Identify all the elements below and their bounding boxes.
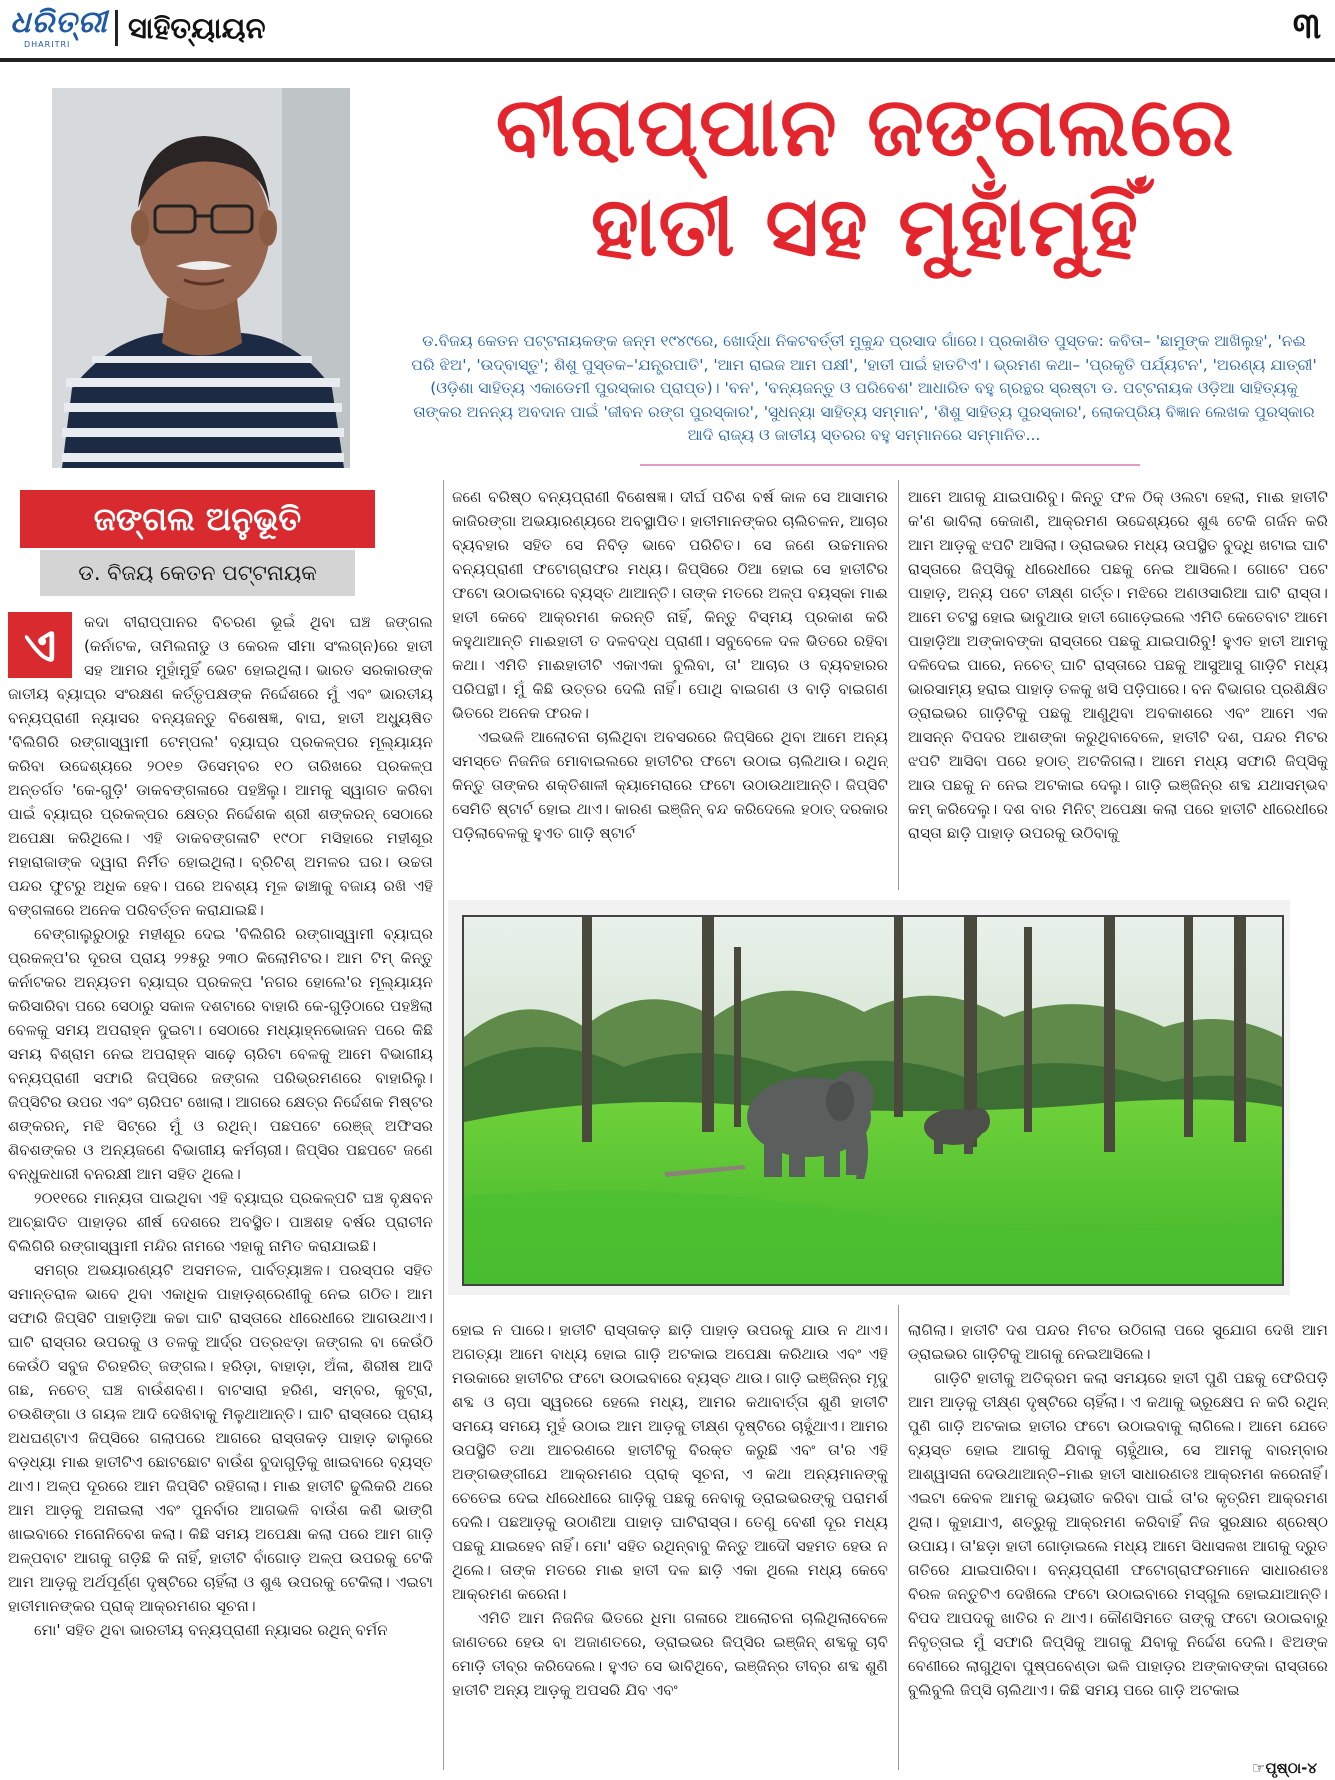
paragraph: ବେଙ୍ଗାଲୁରୁଠାରୁ ମହୀଶୂର ଦେଇ 'ବିଲିଗିରି ରଙ୍ଗାସ୍ୱାମୀ ବ୍ୟାଘ୍ର ପ୍ରକଳ୍ପ'ର ଦୂରତା ପ୍ରାୟ ୨୨୫ରୁ ୨୩୦ କିଲୋମିଟର। ଆମ ଟିମ୍ କିନ୍ତୁ କର୍ନାଟକର ଅନ୍ୟତମ ବ୍ୟାଘ୍ର ପ୍ରକଳ୍ପ 'ନଗର ହୋଲେ'ର ମୂଲ୍ୟାୟନ କରିସାରିବା ପରେ ସେଠାରୁ ସକାଳ ଦଶଟାରେ ବାହାରି କେ-ଗୁଡ଼ିଠାରେ ପହଞ୍ଚିଲା ବେଳକୁ ସମୟ ଅପରାହ୍ନ ଦୁଇଟା। ସେଠାରେ ମଧ୍ୟାହ୍ନଭୋଜନ ପରେ କିଛି ସମୟ ବିଶ୍ରାମ ନେଇ ଅପରାହ୍ନ ସାଢ଼େ ଚାରିଟା ବେଳକୁ ଆମେ ବିଭାଗୀୟ ବନ୍ୟପ୍ରାଣୀ ସଫାରି ଜିପ୍‌ସିରେ ଜଙ୍ଗଲ ପରିଭ୍ରମଣରେ ବାହାରିଲୁ। ଜିପ୍‌ସିଟିର ଉପର ଏବଂ ଚାରିପଟ ଖୋଲା। ଆଗରେ କ୍ଷେତ୍ର ନିର୍ଦ୍ଦେଶକ ମିଷ୍ଟର ଶଙ୍କରନ୍, ମଝି ସିଟ୍‌ରେ ମୁଁ ଓ ରଥିନ୍। ପଛପଟେ ରେଞ୍ଜ୍ ଅଫିସର ଶିବଶଙ୍କର ଓ ଅନ୍ୟଜଣେ ବିଭାଗୀୟ କର୍ମଚାରୀ। ଜିପ୍‌ସିର ପଛପଟେ ଜଣେ ବନ୍ଧୁକଧାରୀ ବନରକ୍ଷୀ ଆମ ସହିତ ଥିଲେ। — [8, 925, 433, 1183]
article-column-3-top — [908, 485, 1328, 890]
page-header — [0, 0, 1335, 62]
author-name: ଡ. ବିଜୟ କେତନ ପଟ୍ଟନାୟକ — [40, 550, 355, 596]
intro-divider — [640, 464, 1140, 466]
headline-line-2: ହାତୀ ସହ ମୁହାଁମୁହିଁ — [590, 180, 1140, 275]
drop-cap: ଏ — [8, 612, 72, 678]
header-divider — [115, 10, 118, 46]
column-divider-3 — [898, 1305, 899, 1770]
paragraph: ମୋ' ସହିତ ଥିବା ଭାରତୀୟ ବନ୍ୟପ୍ରାଣୀ ନ୍ୟାସର ରଥିନ୍ ବର୍ମନ — [34, 1621, 388, 1639]
logo-subtext: DHARITRI — [24, 40, 71, 49]
paragraph: ସମଗ୍ର ଅଭୟାରଣ୍ୟଟି ଅସମତଳ, ପାର୍ବତ୍ୟାଞ୍ଚଳ। ପରସ୍ପର ସହିତ ସମାନ୍ତରାଳ ଭାବେ ଥିବା ଏକାଧିକ ପାହାଡ଼ଶ୍ରେଣୀକୁ ନେଇ ଗଠିତ। ଆମ ସଫାରି ଜିପ୍‌ସିଟି ପାହାଡ଼ିଆ କଚ୍ଚା ଘାଟି ରାସ୍ତାରେ ଧୀରେଧୀରେ ଆଗଉଥାଏ। ଘାଟି ରାସ୍ତାର ଉପରକୁ ଓ ତଳକୁ ଆର୍ଦ୍ର ପତ୍ରଝଡ଼ା ଜଙ୍ଗଲ ବା କେଉଁଠି କେଉଁଠି ସବୁଜ ଚିରହରିତ୍ ଜଙ୍ଗଲ। ହରିଡ଼ା, ବାହାଡ଼ା, ଅଁଳା, ଶିରୀଷ ଆଦି ଗଛ, ନଚେତ୍ ଘଞ୍ଚ ବାଉଁଶବଣ। ବାଟସାରା ହରିଣ, ସମ୍ବର, କୁଟ୍ରା, ଚଉଶିଙ୍ଗା ଓ ଗୟଳ ଆଦି ଦେଖିବାକୁ ମିଳୁଥାଆନ୍ତି। ଘାଟି ରାସ୍ତାରେ ପ୍ରାୟ ଅଧଘଣ୍ଟାଏ ଜିପ୍‌ସିରେ ଗଲାପରେ ଆଗରେ ରାସ୍ତାକଡ଼ ପାହାଡ଼ ଢାଲୁରେ ବଡ଼ଧ୍ୟା ମାଈ ହାତୀଟିଏ ଛୋଟଛୋଟ ବାଉଁଶ ବୁଦାଗୁଡ଼ିକୁ ଖାଇବାରେ ବ୍ୟସ୍ତ ଥାଏ। ଅଳ୍ପ ଦୂରରେ ଆମ ଜିପ୍‌ସିଟି ରହିଗଲା। ମାଈ ହାତୀଟି ଢୁଲିକରି ଥରେ ଆମ ଆଡ଼କୁ ଅନାଇଲା ଏବଂ ପୁନର୍ବାର ଆଗଭଳି ବାଉଁଶ କଣି ଭାଙ୍ଗି ଖାଇବାରେ ମନୋନିବେଶ କଲା। କିଛି ସମୟ ଅପେକ୍ଷା କଲା ପରେ ଆମ ଗାଡ଼ି ଅଳ୍ପବାଟ ଆଗକୁ ଗଡ଼ିଛି କି ନାହିଁ, ହାତୀଟି ବାଁଗୋଡ଼ ଅଳ୍ପ ଉପରକୁ ଟେକି ଆମ ଆଡ଼କୁ ଅର୍ଥପୂର୍ଣ୍ଣ ଦୃଷ୍ଟିରେ ଚାହିଁଲା ଓ ଶୁଣ୍ଢ ଉପରକୁ ଟେକିଲା। ଏଇଟା ହାତୀମାନଙ୍କର ପ୍ରାକ୍ ଆକ୍ରମଣର ସୂଚନା। — [8, 1261, 433, 1615]
column-divider-1 — [443, 480, 444, 1770]
paragraph: ଏଇଭଳି ଆଲୋଚନା ଚାଲିଥିବା ଅବସରରେ ଜିପ୍‌ସିରେ ଥିବା ଆମେ ଅନ୍ୟ ସମସ୍ତେ ନିଜନିଜ ମୋବାଇଲରେ ହାତୀଟିର ଫଟୋ ଉଠାଇ ଚାଲିଥାଉ। ରଥିନ୍ କିନ୍ତୁ ତାଙ୍କର ଶକ୍ତିଶାଳୀ କ୍ୟାମେରାରେ ଫଟୋ ଉଠାଉଥାଆନ୍ତି। ଜିପ୍‌ସିଟି ସେମିତି ଷ୍ଟାର୍ଟ ହୋଇ ଥାଏ। କାରଣ ଇଞ୍ଜିନ୍ ବନ୍ଦ କରିଦେଲେ ହଠାତ୍ ଦରକାର ପଡ଼ିଲାବେଳକୁ ହୁଏତ ଗାଡ଼ି ଷ୍ଟାର୍ଟ — [452, 728, 888, 842]
page-number: ୩ — [1292, 6, 1321, 47]
section-title: ସାହିତ୍ୟାୟନ — [128, 11, 266, 45]
paragraph: ହୋଇ ନ ପାରେ। ହାତୀଟି ରାସ୍ତାକଡ଼ ଛାଡ଼ି ପାହାଡ଼ ଉପରକୁ ଯାଉ ନ ଥାଏ। ଅଗତ୍ୟା ଆମେ ବାଧ୍ୟ ହୋଇ ଗାଡ଼ି ଅଟକାଇ ଅପେକ୍ଷା କରିଥାଉ ଏବଂ ଏହି ମଉକାରେ ହାତୀଟିର ଫଟୋ ଉଠାଇବାରେ ବ୍ୟସ୍ତ ଥାଉ। ଗାଡ଼ି ଇଞ୍ଜିନ୍‌ର ମୃଦୁ ଶବ୍ଦ ଓ ଚାପା ସ୍ୱରରେ ହେଲେ ମଧ୍ୟ, ଆମର କଥାବାର୍ତ୍ତା ଶୁଣି ହାତୀଟି ସମୟେ ସମୟେ ମୁହଁ ଉଠାଇ ଆମ ଆଡ଼କୁ ତୀକ୍ଷ୍ଣ ଦୃଷ୍ଟିରେ ଚାହୁଁଥାଏ। ଆମର ଉପସ୍ଥିତି ତଥା ଆଚରଣରେ ହାତୀଟିକୁ ବିରକ୍ତ କରୁଛି ଏବଂ ତା'ର ଏହି ଅଙ୍ଗଭଙ୍ଗୀଯେ ଆକ୍ରମଣର ପ୍ରାକ୍ ସୂଚନା, ଏ କଥା ଅନ୍ୟମାନଙ୍କୁ ଚେତେଇ ଦେଇ ଧୀରେଧୀରେ ଗାଡ଼ିକୁ ପଛକୁ ନେବାକୁ ଡ୍ରାଇଭରଙ୍କୁ ପରାମର୍ଶ ଦେଲି। ପଛଆଡ଼କୁ ଉଠାଣିଆ ପାହାଡ଼ ଘାଟିରାସ୍ତା। ତେଣୁ ବେଶୀ ଦୂର ମଧ୍ୟ ପଛକୁ ଯାଇହେବ ନାହିଁ। ମୋ' ସହିତ ରଥିନ୍‌ବାବୁ କିନ୍ତୁ ଆଦୌ ସହମତ ହେଉ ନ ଥିଲେ। ତାଙ୍କ ମତରେ ମାଈ ହାତୀ ଦଳ ଛାଡ଼ି ଏକା ଥିଲେ ମଧ୍ୟ କେବେ ଆକ୍ରମଣ କରେନା। — [452, 1321, 888, 1603]
article-column-2-bottom — [452, 1318, 888, 1770]
column-label: ଜଙ୍ଗଲ ଅନୁଭୂତି — [20, 490, 375, 548]
author-photo — [52, 88, 350, 468]
article-column-2-top — [452, 485, 888, 890]
article-column-3-bottom — [908, 1318, 1328, 1754]
paragraph: କଦା ବୀରାପ୍ପାନର ବିଚରଣ ଭୂଇଁ ଥିବା ଘଞ୍ଚ ଜଙ୍ଗଲ (କର୍ନାଟକ, ତାମିଲନାଡୁ ଓ କେରଳ ସୀମା ସଂଲଗ୍ନ)ରେ ହାତୀ ସହ ଆମର ମୁହାଁମୁହିଁ ଭେଟ ହୋଇଥିଲା। ଭାରତ ସରକାରଙ୍କ ଜାତୀୟ ବ୍ୟାଘ୍ର ସଂରକ୍ଷଣ କର୍ତ୍ତୃପକ୍ଷଙ୍କ ନିର୍ଦ୍ଦେଶରେ ମୁଁ ଏବଂ ଭାରତୀୟ ବନ୍ୟପ୍ରାଣୀ ନ୍ୟାସର ବନ୍ୟଜନ୍ତୁ ବିଶେଷଜ୍ଞ, ବାଘ, ହାତୀ ଅଧ୍ୟୁଷିତ 'ବିଲିଗିରି ରଙ୍ଗାସ୍ୱାମୀ ଟେମ୍ପଲ' ବ୍ୟାଘ୍ର ପ୍ରକଳ୍ପର ମୂଲ୍ୟାୟନ କରିବା ଉଦ୍ଦେଶ୍ୟରେ ୨୦୧୭ ଡିସେମ୍ବର ୧୦ ତାରିଖରେ ପ୍ରକଳ୍ପ ଅନ୍ତର୍ଗତ 'କେ-ଗୁଡ଼ି' ଡାକବଙ୍ଗଳାରେ ପହଞ୍ଚିଲୁ। ଆମକୁ ସ୍ୱାଗତ କରିବା ପାଇଁ ବ୍ୟାଘ୍ର ପ୍ରକଳ୍ପର କ୍ଷେତ୍ର ନିର୍ଦ୍ଦେଶକ ଶ୍ରୀ ଶଙ୍କରନ୍ ସେଠାରେ ଅପେକ୍ଷା କରିଥିଲେ। ଏହି ଡାକବଙ୍ଗଳାଟି ୧୯୦୮ ମସିହାରେ ମହୀଶୂର ମହାରାଜାଙ୍କ ଦ୍ୱାରା ନିର୍ମିତ ହୋଇଥିଲା। ବ୍ରିଟିଶ୍ ଅମଳର ଘର। ଉଚ୍ଚତା ପନ୍ଦର ଫୁଟରୁ ଅଧିକ ହେବ। ପରେ ଅବଶ୍ୟ ମୂଳ ଢାଞ୍ଚାକୁ ବଜାୟ ରଖି ଏହି ବଙ୍ଗଳାରେ ଅନେକ ପରିବର୍ତ୍ତନ କରାଯାଇଛି। — [8, 613, 433, 919]
paragraph: ଆମେ ଆଗକୁ ଯାଇପାରିବୁ। କିନ୍ତୁ ଫଳ ଠିକ୍ ଓଲଟା ହେଲା, ମାଈ ହାତୀଟି କ'ଣ ଭାବିଲା କେଜାଣି, ଆକ୍ରମଣ ଉଦ୍ଦେଶ୍ୟରେ ଶୁଣ୍ଢ ଟେକି ଗର୍ଜନ କରି ଆମ ଆଡ଼କୁ ଝପଟି ଆସିଲା। ଡ୍ରାଇଭର ମଧ୍ୟ ଉପସ୍ଥିତ ବୁଦ୍ଧି ଖଟାଇ ଘାଟି ରାସ୍ତାରେ ଜିପ୍‌ସିକୁ ଧୀରେଧୀରେ ପଛକୁ ନେଇ ଆସିଲେ। ଗୋଟେ ପଟେ ପାହାଡ଼, ଅନ୍ୟ ପଟେ ତୀକ୍ଷ୍ଣ ଗର୍ତ୍ତ। ମଝିରେ ଅଣଓସାରିଆ ଘାଟି ରାସ୍ତା। ଆମେ ତଟସ୍ଥ ହୋଇ ଭାବୁଥାଉ ହାତୀ ଗୋଡ଼େଇଲେ ଏମିତି କେତେବାଟ ଆମେ ପାହାଡ଼ିଆ ଅଙ୍କାବଙ୍କା ରାସ୍ତାରେ ପଛକୁ ଯାଇପାରିବୁ! ହୁଏତ ହାତୀ ଆମକୁ ଦଳିଦେଇ ପାରେ, ନଚେତ୍ ଘାଟି ରାସ୍ତାରେ ପଛକୁ ଆସୁଆସୁ ଗାଡ଼ିଟି ମଧ୍ୟ ଭାରସାମ୍ୟ ହରାଇ ପାହାଡ଼ ତଳକୁ ଖସି ପଡ଼ିପାରେ। ବନ ବିଭାଗର ପ୍ରଶିକ୍ଷିତ ଡ୍ରାଇଭର ଗାଡ଼ିଟିକୁ ପଛକୁ ଆଣୁଥିବା ଅବକାଶରେ ଏବଂ ଆମେ ଏକ ଆସନ୍ନ ବିପଦର ଆଶଙ୍କା କରୁଥିବାବେଳେ, ହାତୀଟି ଦଶ, ପନ୍ଦର ମିଟର ଝପଟି ଆସିବା ପରେ ହଠାତ୍ ଅଟକିଗଲା। ଆମେ ମଧ୍ୟ ସଫାରି ଜିପ୍‌ସିକୁ ଆଉ ପଛକୁ ନ ନେଇ ଅଟକାଇ ଦେଲୁ। ଗାଡ଼ି ଇଞ୍ଜିନ୍‌ର ଶବ୍ଦ ଯଥାସମ୍ଭବ କମ୍ କରିଦେଲୁ। ଦଶ ବାର ମିନିଟ୍ ଅପେକ୍ଷା କଲା ପରେ ହାତୀଟି ଧୀରେଧୀରେ ରାସ୍ତା ଛାଡ଼ି ପାହାଡ଼ ଉପରକୁ ଉଠିବାକୁ — [908, 488, 1328, 842]
logo-text: ଧରିତ୍ରୀ — [10, 5, 108, 40]
continued-on-page: ☞ପୃଷ୍ଠା-୪ — [1252, 1759, 1318, 1777]
paragraph: ୨୦୧୧ରେ ମାନ୍ୟତା ପାଇଥିବା ଏହି ବ୍ୟାଘ୍ର ପ୍ରକଳ୍ପଟି ଘଞ୍ଚ ବୃକ୍ଷବନ ଆଚ୍ଛାଦିତ ପାହାଡ଼ର ଶୀର୍ଷ ଦେଶରେ ଅବସ୍ଥିତ। ପାଞ୍ଚଶହ ବର୍ଷର ପ୍ରାଚୀନ ବିଲିଗିରି ରଙ୍ଗାସ୍ୱାମୀ ମନ୍ଦିର ନାମରେ ଏହାକୁ ନାମିତ କରାଯାଇଛି। — [8, 1189, 433, 1255]
author-portrait-illustration — [52, 88, 350, 468]
headline — [400, 78, 1330, 278]
paragraph: ଏମିତି ଆମ ନିଜନିଜ ଭିତରେ ଧିମା ଗଳାରେ ଆଲୋଚନା ଚାଲିଥିଲାବେଳେ ଜାଣତରେ ହେଉ ବା ଅଜାଣତରେ, ଡ୍ରାଇଭର ଜିପ୍‌ସିର ଇଞ୍ଜିନ୍ ଶବ୍ଦକୁ ଚାବି ମୋଡ଼ି ତୀବ୍ର କରିଦେଲେ। ହୁଏତ ସେ ଭାବିଥିବେ, ଇଞ୍ଜିନ୍‌ର ତୀବ୍ର ଶବ୍ଦ ଶୁଣି ହାତୀଟି ଅନ୍ୟ ଆଡ଼କୁ ଅପସରି ଯିବ ଏବଂ — [452, 1609, 888, 1699]
column-divider-2 — [898, 480, 899, 890]
author-intro: ଡ.ବିଜୟ କେତନ ପଟ୍ଟନାୟକଙ୍କ ଜନ୍ମ ୧୯୪୯ରେ, ଖୋର୍ଦ୍ଧା ନିକଟବର୍ତ୍ତୀ ମୁକୁନ୍ଦ ପ୍ରସାଦ ଗାଁରେ। ପ୍ରକାଶିତ ପୁସ୍ତକ: କବିତା– 'ଛାମୁଙ୍କ ଆଖିଲୁହ', 'ନଈ ପରି ଝିଅ', 'ଉଦ୍‌ବାସ୍ତୁ'; ଶିଶୁ ପୁସ୍ତକ–'ଯନ୍ତ୍ରପାତି', 'ଆମ ରାଇଜ ଆମ ପକ୍ଷୀ', 'ହାତୀ ପାଇଁ ହାତଟିଏ'। ଭ୍ରମଣ କଥା– 'ପ୍ରକୃତି ପର୍ଯ୍ୟଟନ', 'ଅରଣ୍ୟ ଯାତ୍ରୀ' (ଓଡ଼ିଶା ସାହିତ୍ୟ ଏକାଡେମୀ ପୁରସ୍କାର ପ୍ରାପ୍ତ)। 'ବନ', 'ବନ୍ୟଜନ୍ତୁ ଓ ପରିବେଶ' ଆଧାରିତ ବହୁ ଗ୍ରନ୍ଥର ସ୍ରଷ୍ଟା ଡ. ପଟ୍ଟନାୟକ ଓଡ଼ିଆ ସାହିତ୍ୟକୁ ତାଙ୍କର ଅନନ୍ୟ ଅବଦାନ ପାଇଁ 'ଜୀବନ ରଙ୍ଗ ପୁରସ୍କାର', 'ସୁଧନ୍ୟା ସାହିତ୍ୟ ସମ୍ମାନ', 'ଶିଶୁ ସାହିତ୍ୟ ପୁରସ୍କାର', ଲୋକପ୍ରିୟ ବିଜ୍ଞାନ ଲେଖକ ପୁରସ୍କାର ଆଦି ରାଜ୍ୟ ଓ ଜାତୀୟ ସ୍ତରର ବହୁ ସମ୍ମାନରେ ସମ୍ମାନିତ... — [411, 332, 1317, 445]
paragraph: ଗାଡ଼ିଟି ହାତୀକୁ ଅତିକ୍ରମ କଲା ସମୟରେ ହାତୀ ପୁଣି ପଛକୁ ଫେରିପଡ଼ି ଆମ ଆଡ଼କୁ ତୀକ୍ଷ୍ଣ ଦୃଷ୍ଟିରେ ଚାହିଁଲା। ଏ କଥାକୁ ଭ୍ରୂକ୍ଷେପ ନ କରି ରଥିନ୍ ପୁଣି ଗାଡ଼ି ଅଟକାଇ ହାତୀର ଫଟୋ ଉଠାଇବାକୁ ଲାଗିଲେ। ଆମେ ଯେତେ ବ୍ୟସ୍ତ ହୋଇ ଆଗକୁ ଯିବାକୁ ଚାହୁଁଥାଉ, ସେ ଆମକୁ ବାରମ୍ବାର ଆଶ୍ୱାସନା ଦେଉଥାଆନ୍ତି–ମାଈ ହାତୀ ସାଧାରଣତଃ ଆକ୍ରମଣ କରେନାହିଁ। ଏଇଟା କେବଳ ଆମକୁ ଭୟଭୀତ କରିବା ପାଇଁ ତା'ର କୃତ୍ରିମ ଆକ୍ରମଣ ଥିଲା। କୁହାଯାଏ, ଶତ୍ରୁକୁ ଆକ୍ରମଣ କରିବାହିଁ ନିଜ ସୁରକ୍ଷାର ଶ୍ରେଷ୍ଠ ଉପାୟ। ତା'ଛଡ଼ା ହାତୀ ଗୋଡ଼ାଇଲେ ମଧ୍ୟ ଆମେ ସିଧାସଳଖ ଆଗକୁ ଦ୍ରୁତ ଗତିରେ ଯାଇପାରିବା। ବନ୍ୟପ୍ରାଣୀ ଫଟୋଗ୍ରାଫରମାନେ ସାଧାରଣତଃ ବିରଳ ଜନ୍ତୁଟିଏ ଦେଖିଲେ ଫଟୋ ଉଠାଇବାରେ ମସ୍‌ଗୁଲ ହୋଇଯାଆନ୍ତି। ବିପଦ ଆପଦକୁ ଖାତିର ନ ଥାଏ। କୌଣସିମତେ ତାଙ୍କୁ ଫଟୋ ଉଠାଇବାରୁ ନିବୃତ୍ତାଇ ମୁଁ ସଫାରି ଜିପ୍‌ସିକୁ ଆଗକୁ ଯିବାକୁ ନିର୍ଦ୍ଦେଶ ଦେଲି। ଝିଅଙ୍କ ବେଣୀରେ ଲାଗୁଥିବା ପୁଷ୍ପବେଣ୍ଡା ଭଳି ପାହାଡ଼ର ଅଙ୍କାବଙ୍କା ରାସ୍ତାରେ ବୁଲିବୁଲି ଜିପ୍‌ସି ଚାଲିଥାଏ। କିଛି ସମୟ ପରେ ଗାଡ଼ି ଅଟକାଇ — [908, 1369, 1328, 1699]
forest-elephant-illustration — [464, 917, 1282, 1284]
elephant-photo — [462, 915, 1284, 1286]
headline-line-1: ବୀରାପ୍ପାନ ଜଙ୍ଗଲରେ — [495, 80, 1235, 175]
paragraph: ଜଣେ ବରିଷ୍ଠ ବନ୍ୟପ୍ରାଣୀ ବିଶେଷଜ୍ଞ। ଦୀର୍ଘ ପଚିଶ ବର୍ଷ କାଳ ସେ ଆସାମର କାଜିରଙ୍ଗା ଅଭୟାରଣ୍ୟରେ ଅବସ୍ଥାପିତ। ହାତୀମାନଙ୍କର ଚାଲିଚଳନ, ଆଚାର ବ୍ୟବହାର ସହିତ ସେ ନିବିଡ଼ ଭାବେ ପରିଚିତ। ସେ ଜଣେ ଉଚ୍ଚମାନର ବନ୍ୟପ୍ରାଣୀ ଫଟୋଗ୍ରାଫର ମଧ୍ୟ। ଜିପ୍‌ସିରେ ଠିଆ ହୋଇ ସେ ହାତୀଟିର ଫଟୋ ଉଠାଇବାରେ ବ୍ୟସ୍ତ ଥାଆନ୍ତି। ତାଙ୍କ ମତରେ ଅଳ୍ପ ବୟସ୍କା ମାଈ ହାତୀ କେବେ ଆକ୍ରମଣ କରନ୍ତି ନାହିଁ, କିନ୍ତୁ ବିସ୍ମୟ ପ୍ରକାଶ କରି କହୁଥାଆନ୍ତି ମାଈହାତୀ ତ ଦଳବଦ୍ଧ ପ୍ରାଣୀ। ସବୁବେଳେ ଦଳ ଭିତରେ ରହିବା କଥା। ଏମିତି ମାଈହାତୀଟି ଏକାଏକା ବୁଲିବା, ତା' ଆଚାର ଓ ବ୍ୟବହାରର ପରିପନ୍ଥୀ। ମୁଁ କିଛି ଉତ୍ତର ଦେଲି ନାହିଁ। ପୋଥି ବାଇଗଣ ଓ ବାଡ଼ି ବାଇଗଣ ଭିତରେ ଅନେକ ଫରକ। — [452, 488, 888, 722]
article-column-1 — [8, 610, 433, 1770]
newspaper-logo — [10, 6, 110, 50]
paragraph: ଲାଗିଲା। ହାତୀଟି ଦଶ ପନ୍ଦର ମିଟର ଉଠିଗଲା ପରେ ସୁଯୋଗ ଦେଖି ଆମ ଡ୍ରାଇଭର ଗାଡ଼ିଟିକୁ ଆଗକୁ ନେଇଆସିଲେ। — [908, 1321, 1328, 1363]
